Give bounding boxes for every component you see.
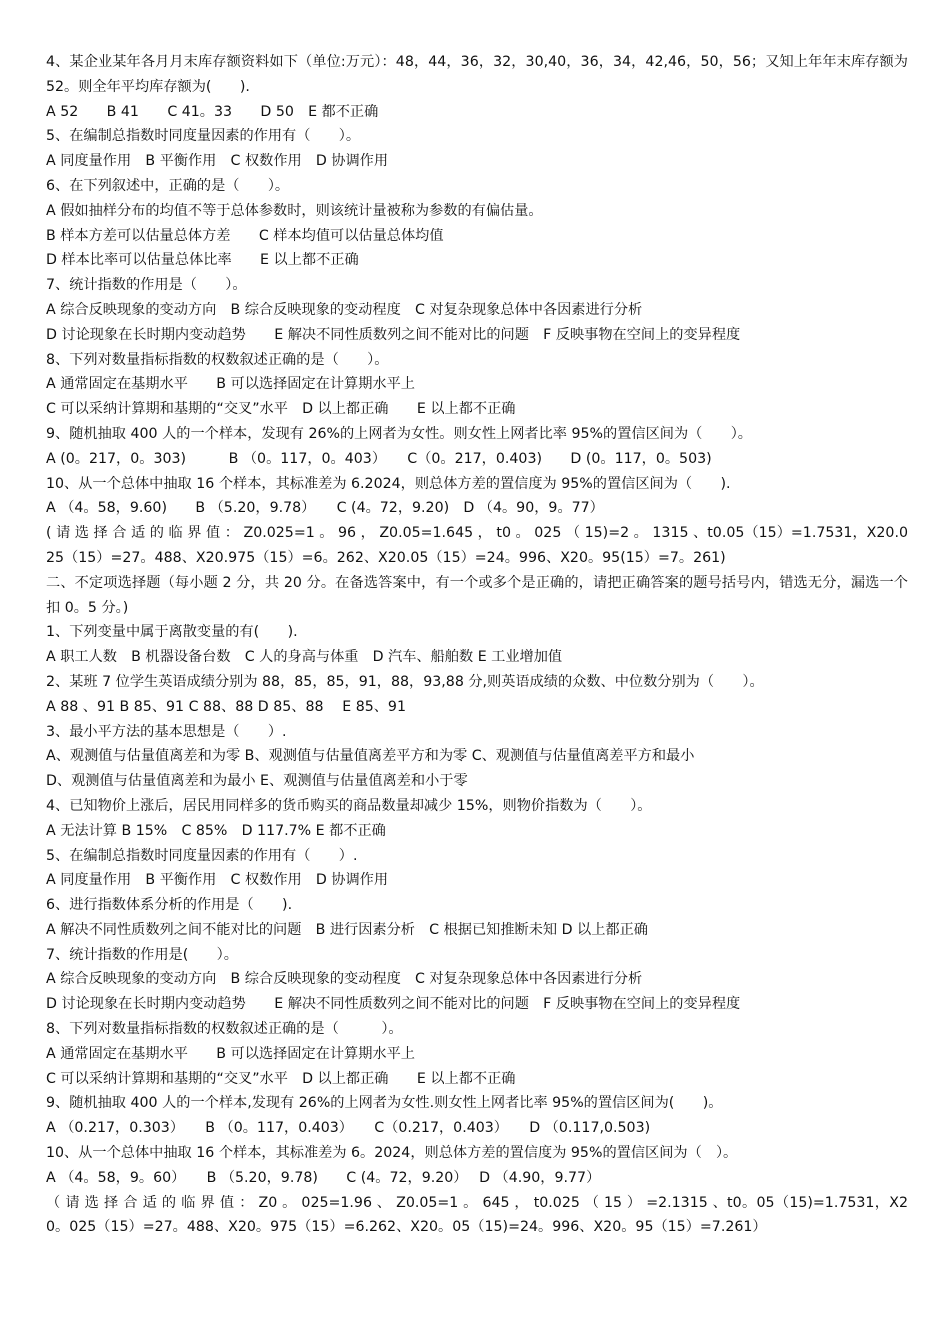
s2-question-9-stem: 9、随机抽取 400 人的一个样本,发现有 26%的上网者为女性.则女性上网者比率 95%的置信区间为( )。: [46, 1095, 723, 1112]
question-7-options-def: D 讨论现象在长时期内变动趋势 E 解决不同性质数列之间不能对比的问题 F 反映事物在空间上的变异程度: [46, 326, 741, 343]
section-2-heading: 二、不定项选择题（每小题 2 分，共 20 分。在备选答案中，有一个或多个是正确的，请把正确答案的题号括号内，错选无分，漏选一个扣 0。5 分。): [46, 574, 908, 616]
s2-question-1-stem: 1、下列变量中属于离散变量的有( ).: [46, 624, 298, 641]
question-10-stem: 10、从一个总体中抽取 16 个样本，其标准差为 6.2024，则总体方差的置信度为 95%的置信区间为（ ).: [46, 475, 731, 492]
question-7-stem: 7、统计指数的作用是（ ）。: [46, 277, 247, 294]
s2-question-10-stem: 10、从一个总体中抽取 16 个样本，其标准差为 6。2024，则总体方差的置信度为 95%的置信区间为（ ）。: [46, 1145, 738, 1162]
s2-question-8-stem: 8、下列对数量指标指数的权数叙述正确的是（ ）。: [46, 1021, 403, 1038]
question-9-options: A (0。217，0。303) B （0。117，0。403） C（0。217，0.403) D (0。117，0。503): [46, 450, 712, 467]
question-6-options-bc: B 样本方差可以估量总体方差 C 样本均值可以估量总体均值: [46, 227, 444, 244]
question-6-stem: 6、在下列叙述中，正确的是（ ）。: [46, 177, 290, 194]
s2-question-6-options: A 解决不同性质数列之间不能对比的问题 B 进行因素分析 C 根据已知推断未知 D 以上都正确: [46, 921, 648, 938]
question-4-stem: 4、某企业某年各月月末库存额资料如下（单位:万元）：48，44，36，32，30,40，36，34，42,46，50，56；又知上年年末库存额为52。则全年平均库存额为( ).: [46, 54, 908, 95]
question-9-stem: 9、随机抽取 400 人的一个样本，发现有 26%的上网者为女性。则女性上网者比率 95%的置信区间为（ ）。: [46, 425, 752, 442]
s2-question-6-stem: 6、进行指数体系分析的作用是（ ).: [46, 897, 293, 914]
s2-question-3-stem: 3、最小平方法的基本思想是（ ）.: [46, 723, 287, 740]
s2-question-8-options-cde: C 可以采纳计算期和基期的“交叉”水平 D 以上都正确 E 以上都不正确: [46, 1070, 516, 1087]
s2-question-7-options-abc: A 综合反映现象的变动方向 B 综合反映现象的变动程度 C 对复杂现象总体中各因素进行分析: [46, 971, 643, 988]
s2-question-8-options-ab: A 通常固定在基期水平 B 可以选择固定在计算期水平上: [46, 1045, 415, 1062]
question-8-stem: 8、下列对数量指标指数的权数叙述正确的是（ ）。: [46, 351, 389, 368]
s2-question-5-options: A 同度量作用 B 平衡作用 C 权数作用 D 协调作用: [46, 872, 389, 889]
question-6-options-de: D 样本比率可以估量总体比率 E 以上都不正确: [46, 252, 359, 269]
question-8-options-cde: C 可以采纳计算期和基期的“交叉”水平 D 以上都正确 E 以上都不正确: [46, 401, 516, 418]
question-6-option-a: A 假如抽样分布的均值不等于总体参数时，则该统计量被称为参数的有偏估量。: [46, 202, 543, 219]
question-4-options: A 52 B 41 C 41。33 D 50 E 都不正确: [46, 103, 379, 120]
s2-question-3-options-abc: A、观测值与估量值离差和为零 B、观测值与估量值离差平方和为零 C、观测值与估量值离差平方和最小: [46, 748, 695, 765]
question-8-options-ab: A 通常固定在基期水平 B 可以选择固定在计算期水平上: [46, 376, 415, 393]
s2-question-5-stem: 5、在编制总指数时同度量因素的作用有（ ）.: [46, 847, 358, 864]
s2-critical-values-note: （ 请 选 择 合 适 的 临 界 值 ： Z0 。 025=1.96 、 Z0.05=1 。 645 ， t0.025 （ 15 ） =2.1315 、t0。05（15)=1.7531，X20。025（15）=27。488、X20。975（15）=6.262、X20。05（15)=24。996、X20。95（15）=7.261）: [46, 1194, 908, 1236]
s2-question-2-options: A 88 、91 B 85、91 C 88、88 D 85、88 E 85、91: [46, 698, 406, 715]
question-5-options: A 同度量作用 B 平衡作用 C 权数作用 D 协调作用: [46, 153, 389, 170]
s2-question-4-stem: 4、已知物价上涨后，居民用同样多的货币购买的商品数量却减少 15%，则物价指数为（ ）。: [46, 797, 652, 814]
critical-values-note: ( 请 选 择 合 适 的 临 界 值 ： Z0.025=1 。 96 ， Z0.05=1.645 ， t0 。 025 （ 15)=2 。 1315 、t0.05（15）=1.7531，X20.025（15）=27。488、X20.975（15）=6。262、X20.05（15）=24。996、X20。95(15）=7。261): [46, 525, 908, 566]
s2-question-2-stem: 2、某班 7 位学生英语成绩分别为 88，85，85，91，88，93,88 分,则英语成绩的众数、中位数分别为（ ）。: [46, 673, 764, 690]
s2-question-7-options-def: D 讨论现象在长时期内变动趋势 E 解决不同性质数列之间不能对比的问题 F 反映事物在空间上的变异程度: [46, 996, 741, 1013]
s2-question-4-options: A 无法计算 B 15% C 85% D 117.7% E 都不正确: [46, 822, 386, 839]
s2-question-9-options: A （0.217，0.303） B （0。117，0.403） C（0.217，0.403） D （0.117,0.503): [46, 1120, 651, 1137]
question-10-options: A （4。58，9.60) B （5.20，9.78） C (4。72，9.20) D （4。90，9。77）: [46, 500, 604, 517]
s2-question-10-options: A （4。58，9。60） B （5.20，9.78) C (4。72，9.20） D （4.90，9.77）: [46, 1169, 601, 1186]
s2-question-3-options-de: D、观测值与估量值离差和为最小 E、观测值与估量值离差和小于零: [46, 773, 468, 790]
question-7-options-abc: A 综合反映现象的变动方向 B 综合反映现象的变动程度 C 对复杂现象总体中各因素进行分析: [46, 301, 643, 318]
question-5-stem: 5、在编制总指数时同度量因素的作用有（ ）。: [46, 128, 361, 145]
s2-question-7-stem: 7、统计指数的作用是( ）。: [46, 946, 238, 963]
document-page: [46, 50, 908, 1240]
s2-question-1-options: A 职工人数 B 机器设备台数 C 人的身高与体重 D 汽车、船舶数 E 工业增加值: [46, 649, 563, 666]
